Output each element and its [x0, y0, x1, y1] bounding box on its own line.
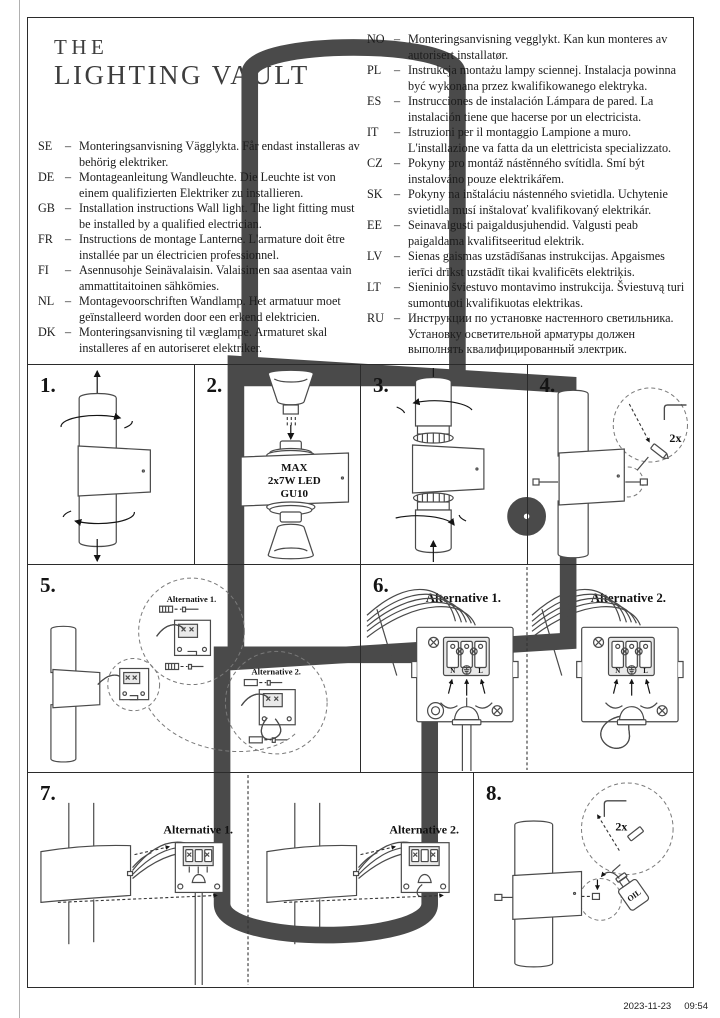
panel-3-number: 3. [373, 373, 389, 397]
lang-code: FI [38, 263, 49, 277]
dash: – [394, 218, 401, 232]
instruction-text: Monteringsanvisning vegglykt. Kan kun monteres av autorisert installatør. [408, 32, 668, 62]
instruction-text: Pokyny na inštaláciu nástenného svietidla. Uchytenie svietidla musí inštalovať kvalifikovaný elektrikár. [408, 187, 668, 217]
dash: – [65, 325, 72, 339]
panel-2-max-line2: 2x7W LED [267, 475, 321, 487]
lang-code: NO [367, 32, 385, 46]
instruction-text: Monteringsanvisning Vägglykta. Får endast installeras av behörig elektriker. [79, 139, 360, 169]
lang-code: CZ [367, 156, 383, 170]
panel-6-alt1-terminal-l: L [478, 666, 483, 676]
page-edge-line [19, 0, 20, 1018]
lang-code: GB [38, 201, 55, 215]
dash: – [65, 232, 72, 246]
panel-6-alt2-terminal-n: N [615, 666, 621, 676]
instruction-item-se [38, 139, 364, 170]
sheet-frame [27, 17, 694, 988]
instruction-item-dk [38, 325, 364, 356]
lang-code: LT [367, 280, 381, 294]
panel-8-number: 8. [486, 781, 502, 805]
panel-6-number: 6. [373, 573, 389, 597]
instruction-item-fi [38, 263, 364, 294]
instruction-text: Pokyny pro montáž nástěnného svítidla. Smí být instalováno pouze elektrikářem. [408, 156, 645, 186]
panel-6-alt2-label: Alternative 2. [590, 590, 667, 606]
instruction-text: Installation instructions Wall light. The light fitting must be installed by a qualified electrician. [79, 201, 355, 231]
instruction-item-lv [367, 249, 691, 280]
panel-8-qty-label: 2x [615, 819, 628, 834]
brand-line1: THE [54, 35, 109, 59]
panel-5-alt1-label: Alternative 1. [166, 594, 217, 605]
instruction-text: Sienas gaismas uzstādīšanas instrukcijas. Apgaismes ierīci drīkst uzstādīt tikai kvalificēts elektriķis. [408, 249, 665, 279]
instruction-text: Инструкции по установке настенного светильника. Установку осветительной арматуры должен выполнять квалифицированный электрик. [408, 311, 674, 356]
instruction-item-cz [367, 156, 691, 187]
lang-code: LV [367, 249, 383, 263]
instructions-column-left [38, 139, 364, 356]
panel-6-alt1-label: Alternative 1. [425, 590, 502, 606]
lang-code: SK [367, 187, 383, 201]
instruction-item-no [367, 32, 691, 63]
dash: – [394, 94, 401, 108]
panel-4-number: 4. [539, 373, 556, 397]
dash: – [65, 170, 72, 184]
print-date: 2023-11-23 [623, 1001, 672, 1012]
instructions-column-right [367, 32, 691, 358]
dash: – [394, 249, 401, 263]
lang-code: DE [38, 170, 55, 184]
panel-6-alt2-terminal-l: L [643, 666, 648, 676]
instruction-item-it [367, 125, 691, 156]
lang-code: PL [367, 63, 382, 77]
lang-code: FR [38, 232, 53, 246]
dash: – [394, 280, 401, 294]
instruction-text: Instrukcja montażu lampy sciennej. Instalacja powinna być wykonana przez kwalifikowanego elektryka. [408, 63, 677, 93]
panel-row-3 [28, 772, 693, 987]
lang-code: NL [38, 294, 55, 308]
dash: – [394, 311, 401, 325]
panel-6-alt1-terminal-n: N [450, 666, 456, 676]
panel-5-drawing-wallbox-alternatives [28, 565, 360, 772]
panel-4 [528, 365, 694, 564]
instruction-text: Montageanleitung Wandleuchte. Die Leuchte ist von einem qualifizierten Elektriker zu installieren. [79, 170, 336, 200]
panel-2-number: 2. [206, 373, 223, 397]
instruction-text: Monteringsanvisning til væglampe. Armaturet skal installeres af en autoriseret elektriker. [79, 325, 328, 355]
panel-6-alt2-diagram [532, 589, 683, 748]
panel-6-alt1-diagram [367, 589, 518, 771]
brand-line2: LIGHTING VAULT [54, 60, 310, 90]
dash: – [65, 201, 72, 215]
lang-code: DK [38, 325, 56, 339]
panel-7-alt1-diagram [41, 803, 233, 985]
instruction-item-de [38, 170, 364, 201]
dash: – [394, 32, 401, 46]
dash: – [394, 156, 401, 170]
panel-7-alt2-label: Alternative 2. [389, 822, 460, 837]
panel-6-drawing-wiring-alternatives [361, 565, 693, 772]
instruction-item-sk [367, 187, 691, 218]
panel-4-qty-label: 2x [668, 431, 681, 445]
lang-code: EE [367, 218, 382, 232]
panel-2-max-line1: MAX [280, 462, 307, 474]
panel-8-drawing-final-fix-oil [474, 773, 693, 987]
instruction-item-fr [38, 232, 364, 263]
lang-code: SE [38, 139, 53, 153]
print-time: 09:54 [684, 1001, 708, 1012]
panel-row-1 [28, 364, 693, 564]
dash: – [394, 125, 401, 139]
panel-1 [28, 365, 195, 564]
instruction-text: Montagevoorschriften Wandlamp. Het armatuur moet geïnstalleerd worden door een erkend elektricien. [79, 294, 341, 324]
panel-5-alt2-label: Alternative 2. [251, 666, 301, 677]
instruction-text: Instructions de montage Lanterne. L'armature doit être installée par un électricien professionnel. [79, 232, 345, 262]
panel-5-number: 5. [40, 573, 56, 597]
instruction-item-ru [367, 311, 691, 358]
lang-code: ES [367, 94, 382, 108]
instruction-text: Instrucciones de instalación Lámpara de pared. La instalación tiene que hacerse por un electricista. [408, 94, 654, 124]
instruction-item-ee [367, 218, 691, 249]
panel-2 [195, 365, 362, 564]
dash: – [65, 294, 72, 308]
instruction-item-gb [38, 201, 364, 232]
dash: – [65, 139, 72, 153]
instruction-text: Istruzioni per il montaggio Lampione a muro. L'installazione va fatta da un elettricista specializzato. [408, 125, 672, 155]
instruction-text: Asennusohje Seinävalaisin. Valaisimen saa asentaa vain ammattitaitoinen sähkömies. [79, 263, 352, 293]
panel-2-max-line3: GU10 [280, 488, 308, 500]
panel-7-alt1-label: Alternative 1. [163, 822, 234, 837]
instruction-item-nl [38, 294, 364, 325]
panel-7-number: 7. [40, 781, 56, 805]
instruction-text: Seinavalgusti paigaldusjuhendid. Valgusti peab paigaldama kvalifitseeritud elektrik. [408, 218, 638, 248]
lang-code: IT [367, 125, 379, 139]
panel-row-2 [28, 564, 693, 772]
panel-6 [361, 565, 693, 772]
dash: – [394, 63, 401, 77]
instruction-text: Sieninio šviestuvo montavimo instrukcija. Šviestuvą turi sumontuoti kvalifikuotas elektrikas. [408, 280, 685, 310]
panel-7 [28, 773, 474, 987]
instruction-item-es [367, 94, 691, 125]
panel-8 [474, 773, 693, 987]
lang-code: RU [367, 311, 384, 325]
panel-1-number: 1. [40, 373, 56, 397]
dash: – [65, 263, 72, 277]
panel-5 [28, 565, 361, 772]
panel-7-alt2-diagram [267, 803, 459, 944]
instruction-item-lt [367, 280, 691, 311]
print-timestamp [623, 1001, 708, 1012]
panel-7-drawing-mount-alternatives [28, 773, 473, 987]
panel-3 [361, 365, 528, 564]
instruction-item-pl [367, 63, 691, 94]
dash: – [394, 187, 401, 201]
panel-8-oil-label: OIL [625, 887, 643, 904]
